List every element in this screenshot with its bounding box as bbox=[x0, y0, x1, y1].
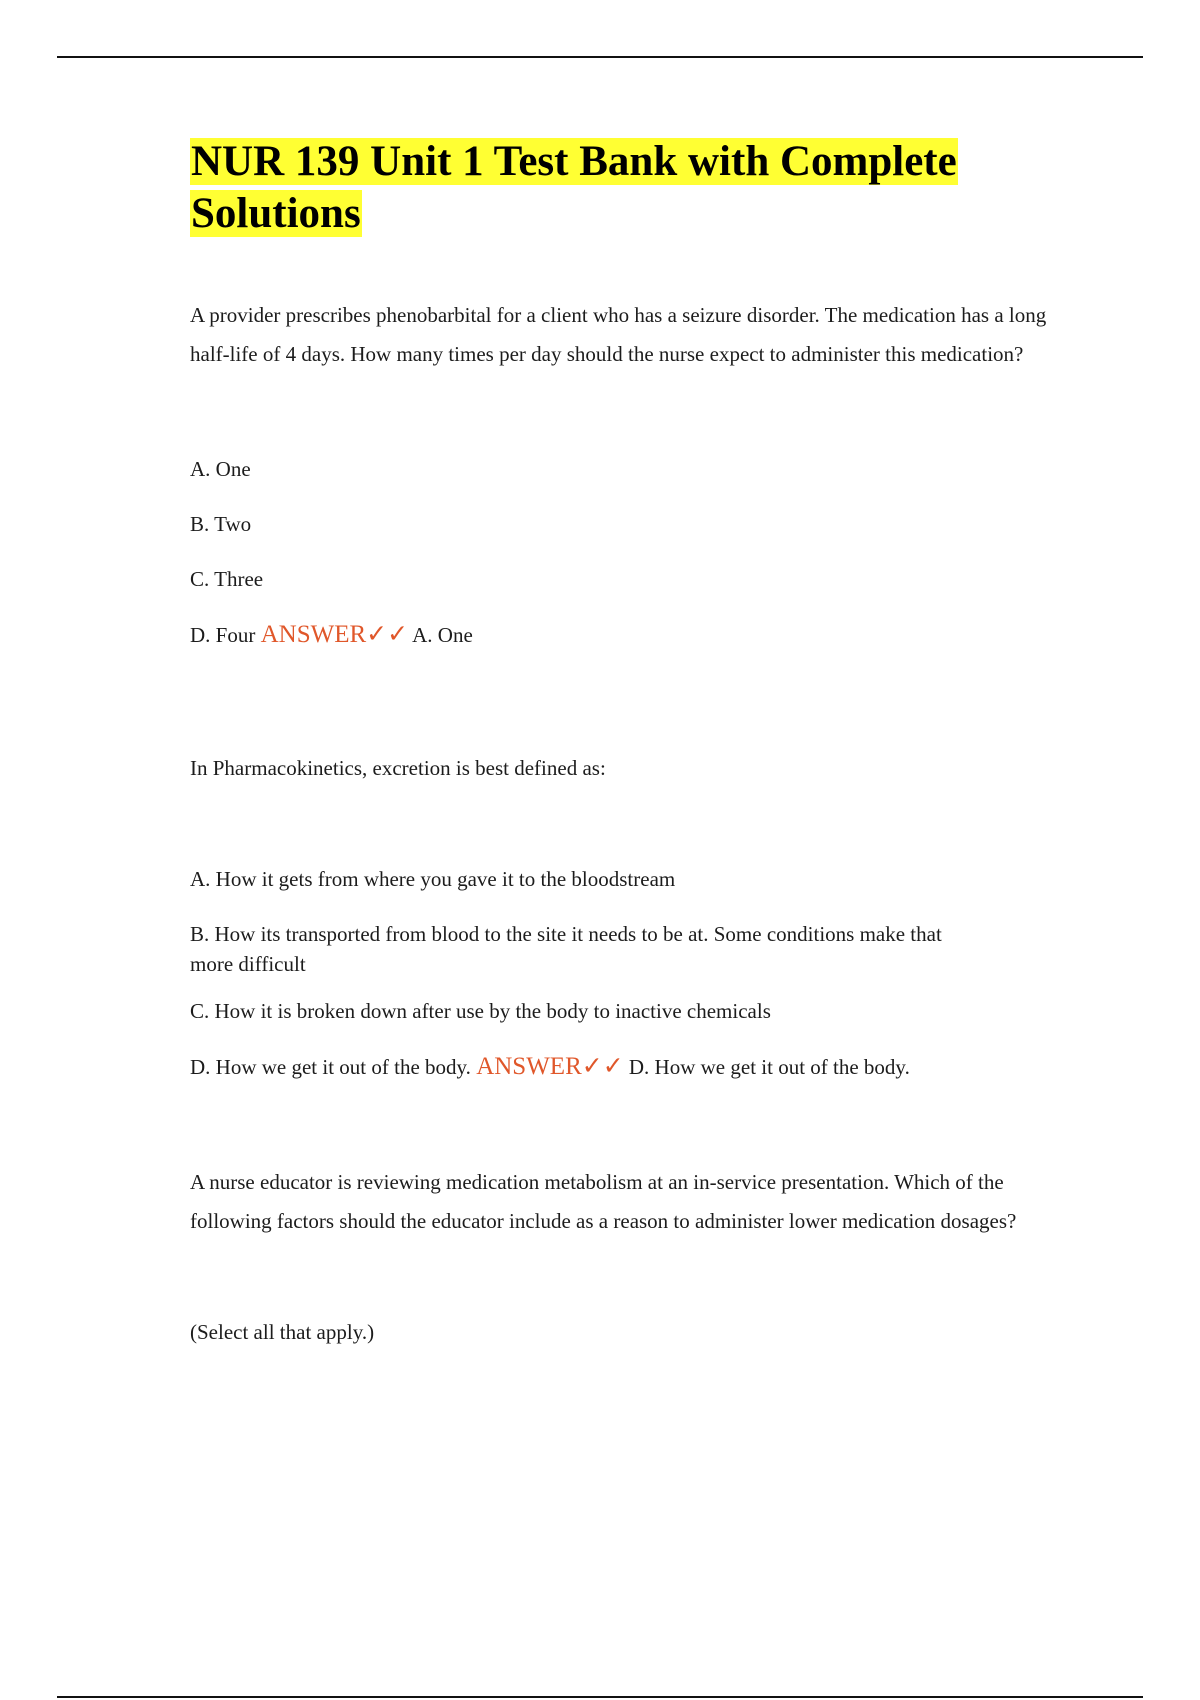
question-2-answer-label: ANSWER✓✓ bbox=[476, 1053, 624, 1080]
footer-rule bbox=[57, 1696, 1143, 1698]
title-highlight: NUR 139 Unit 1 Test Bank with Complete Solutions bbox=[191, 138, 957, 237]
question-1-stem: A provider prescribes phenobarbital for a client who has a seizure disorder. The medication has a long half-life of 4 days. How many times per day should the nurse expect to administer this medication? bbox=[190, 303, 1047, 366]
question-2-option-d-line bbox=[190, 1047, 1070, 1087]
question-1-option-a: A. One bbox=[190, 457, 251, 481]
question-2-option-b-continued: more difficult bbox=[190, 954, 306, 972]
question-1-option-d-line bbox=[190, 615, 1070, 655]
question-2-option-a: A. How it gets from where you gave it to the bloodstream bbox=[190, 867, 676, 891]
question-2-option-c: C. How it is broken down after use by the body to inactive chemicals bbox=[190, 999, 771, 1023]
question-2-option-b: B. How its transported from blood to the site it needs to be at. Some conditions make that bbox=[190, 922, 942, 946]
question-1-answer-label: ANSWER✓✓ bbox=[260, 621, 409, 648]
question-2-stem: In Pharmacokinetics, excretion is best defined as: bbox=[190, 756, 606, 780]
question-2-option-d: D. How we get it out of the body. bbox=[190, 1055, 471, 1079]
document-title bbox=[190, 136, 1070, 240]
question-1-option-d: D. Four bbox=[190, 623, 256, 647]
question-1-option-c: C. Three bbox=[190, 567, 264, 591]
question-3-note: (Select all that apply.) bbox=[190, 1320, 375, 1344]
header-rule bbox=[57, 56, 1143, 58]
question-3-stem: A nurse educator is reviewing medication metabolism at an in-service presentation. Which of the following factors should the educator include as a reason to administer lower medication dosages? bbox=[190, 1170, 1017, 1233]
question-2-answer: D. How we get it out of the body. bbox=[628, 1055, 910, 1079]
question-1-option-b: B. Two bbox=[190, 512, 252, 536]
question-1-answer: A. One bbox=[412, 623, 473, 647]
document-body bbox=[190, 136, 1070, 1352]
